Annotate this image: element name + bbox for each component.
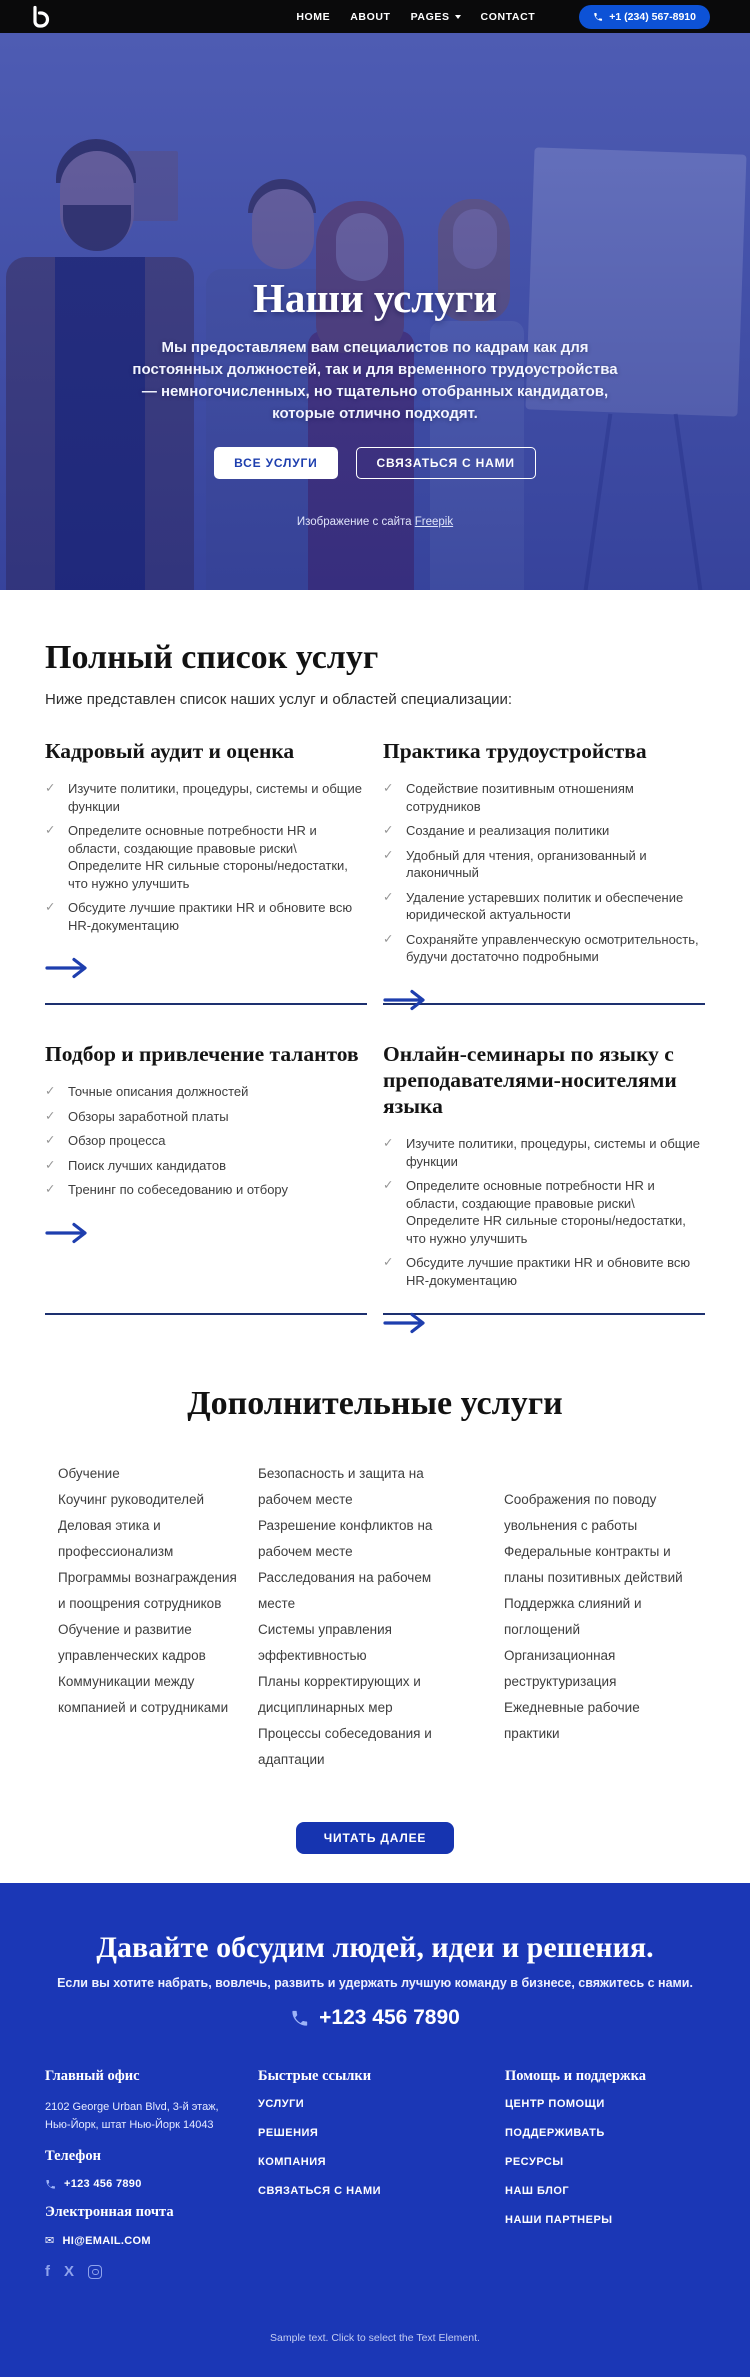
additional-column — [504, 1461, 705, 1773]
office-address-line: 2102 George Urban Blvd, 3-й этаж, — [45, 2101, 219, 2113]
service-item — [383, 822, 705, 840]
service-item-text: Определите основные потребности HR и области, создающие правовые риски\ Определите HR сильные стороны/недостатки, что нужно улучшить — [68, 823, 348, 891]
service-item-text: Поиск лучших кандидатов — [68, 1157, 226, 1173]
check-icon: ✓ — [383, 1178, 394, 1192]
nav-pages-label: PAGES — [410, 10, 450, 23]
service-item — [383, 931, 705, 966]
footer-phone-title: Телефон — [45, 2148, 101, 2164]
service-item-text: Создание и реализация политики — [406, 823, 610, 838]
nav-pages[interactable] — [411, 11, 461, 23]
header-phone-button[interactable] — [579, 5, 710, 29]
hero-description: Мы предоставляем вам специалистов по кадрам как для постоянных должностей, так и для временного трудоустройства — немногочисленных, но тщательно отобранных кандидатов, которые отлично подходят. — [132, 339, 618, 422]
service-card-title: Практика трудоустройства — [383, 739, 647, 763]
card-arrow-link[interactable] — [45, 957, 89, 984]
service-card-title: Подбор и привлечение талантов — [45, 1042, 359, 1066]
cta-title: Давайте обсудим людей, идеи и решения. — [96, 1931, 654, 1964]
additional-item: Обучение — [58, 1466, 120, 1481]
main-nav — [296, 11, 535, 23]
service-list — [45, 780, 367, 934]
hero-buttons — [0, 447, 750, 479]
freepik-link[interactable]: Freepik — [414, 516, 454, 528]
additional-item: Обучение и развитие управленческих кадров — [58, 1622, 206, 1663]
service-item — [45, 1108, 367, 1126]
service-item — [383, 889, 705, 924]
footer-quicklinks-column — [258, 2068, 505, 2247]
service-card-language — [383, 1041, 705, 1315]
service-item — [383, 1177, 705, 1247]
additional-item: Организационная реструктуризация — [504, 1648, 617, 1689]
service-item-text: Обзор процесса — [68, 1133, 166, 1148]
hero-content — [0, 33, 750, 528]
footer-section — [0, 1883, 750, 2377]
footer-link-partners[interactable]: НАШИ ПАРТНЕРЫ — [505, 2214, 613, 2226]
footer-link-help-center[interactable]: ЦЕНТР ПОМОЩИ — [505, 2098, 605, 2110]
service-item-text: Удаление устаревших политик и обеспечение юридической актуальности — [406, 889, 684, 922]
service-item-text: Обзоры заработной платы — [68, 1108, 229, 1124]
hero-section — [0, 33, 750, 590]
instagram-icon[interactable] — [88, 2265, 102, 2279]
service-item-text: Определите основные потребности HR и области, создающие правовые риски\ Определите HR сильные стороны/недостатки, что нужно улучшить — [406, 1178, 686, 1246]
additional-item: Деловая этика и профессионализм — [58, 1518, 174, 1559]
arrow-right-icon — [45, 957, 89, 979]
card-arrow-link[interactable] — [383, 989, 427, 1016]
additional-grid — [45, 1461, 705, 1773]
check-icon: ✓ — [45, 1084, 56, 1098]
image-credit — [0, 516, 750, 528]
additional-item: Коммуникации между компанией и сотрудниками — [58, 1674, 229, 1715]
phone-icon — [593, 12, 603, 22]
footer-link-blog[interactable]: НАШ БЛОГ — [505, 2185, 570, 2197]
services-grid — [45, 738, 705, 1315]
services-section — [0, 590, 750, 1370]
footer-email-link[interactable] — [45, 2234, 258, 2247]
check-icon: ✓ — [45, 1157, 56, 1172]
footer-columns — [0, 2068, 750, 2247]
service-item-text: Точные описания должностей — [68, 1084, 249, 1099]
cta-phone[interactable] — [0, 2006, 750, 2030]
service-list — [383, 1135, 705, 1289]
additional-item: Коучинг руководителей — [58, 1492, 205, 1507]
check-icon: ✓ — [45, 1108, 56, 1123]
card-arrow-link[interactable] — [45, 1222, 89, 1249]
service-item-text: Изучите политики, процедуры, системы и общие функции — [68, 781, 362, 814]
check-icon: ✓ — [383, 781, 394, 795]
service-item-text: Удобный для чтения, организованный и лаконичный — [406, 847, 647, 880]
service-card-employment — [383, 738, 705, 1005]
services-title: Полный список услуг — [45, 639, 379, 676]
card-arrow-link[interactable] — [383, 1312, 427, 1339]
arrow-right-icon — [45, 1222, 89, 1244]
footer-office-title: Главный офис — [45, 2068, 140, 2084]
check-icon: ✓ — [383, 823, 394, 837]
footer-phone-link[interactable] — [45, 2178, 258, 2190]
sample-text[interactable]: Sample text. Click to select the Text Element. — [270, 2332, 480, 2344]
check-icon: ✓ — [45, 1182, 56, 1196]
footer-link-resources[interactable]: РЕСУРСЫ — [505, 2156, 564, 2168]
check-icon: ✓ — [383, 847, 394, 862]
cta-subtitle: Если вы хотите набрать, вовлечь, развить и удержать лучшую команду в бизнесе, свяжитесь с нами. — [57, 1976, 693, 1990]
footer-email-title: Электронная почта — [45, 2204, 174, 2220]
service-item — [383, 1135, 705, 1170]
footer-office-column — [45, 2068, 258, 2247]
read-more-button[interactable]: ЧИТАТЬ ДАЛЕЕ — [296, 1822, 454, 1854]
office-address-line: Нью-Йорк, штат Нью-Йорк 14043 — [45, 2119, 214, 2131]
check-icon: ✓ — [383, 1136, 394, 1150]
services-subtitle: Ниже представлен список наших услуг и областей специализации: — [45, 691, 513, 708]
service-item — [383, 780, 705, 815]
nav-contact[interactable]: CONTACT — [480, 10, 536, 23]
check-icon: ✓ — [383, 889, 394, 904]
footer-support-column — [505, 2068, 705, 2247]
service-item — [383, 847, 705, 882]
service-item-text: Изучите политики, процедуры, системы и общие функции — [406, 1136, 700, 1169]
additional-item: Соображения по поводу увольнения с работы — [504, 1492, 657, 1533]
image-credit-text: Изображение с сайта — [296, 516, 412, 528]
facebook-icon[interactable]: f — [45, 2263, 50, 2280]
service-item-text: Обсудите лучшие практики HR и обновите всю HR-документацию — [68, 900, 353, 933]
additional-item: Разрешение конфликтов на рабочем месте — [258, 1518, 433, 1559]
footer-support-title: Помощь и поддержка — [505, 2068, 646, 2084]
footer-link-solutions[interactable]: РЕШЕНИЯ — [258, 2127, 319, 2139]
logo[interactable] — [28, 5, 52, 29]
nav-home[interactable]: HOME — [296, 10, 331, 23]
service-card-audit — [45, 738, 367, 1005]
footer-quicklinks-title: Быстрые ссылки — [258, 2068, 372, 2084]
additional-item: Программы вознаграждения и поощрения сотрудников — [58, 1570, 237, 1611]
additional-item: Планы корректирующих и дисциплинарных мер — [258, 1674, 421, 1715]
service-item — [45, 899, 367, 934]
additional-item: Расследования на рабочем месте — [258, 1570, 432, 1611]
check-icon: ✓ — [383, 931, 394, 946]
check-icon: ✓ — [45, 1133, 56, 1147]
service-item-text: Содействие позитивным отношениям сотрудников — [406, 781, 634, 814]
service-item — [45, 1083, 367, 1101]
service-item — [45, 1132, 367, 1150]
contact-us-button[interactable]: СВЯЗАТЬСЯ С НАМИ — [356, 447, 536, 479]
phone-icon — [45, 2179, 56, 2190]
social-links — [0, 2263, 750, 2280]
service-item — [45, 1157, 367, 1175]
check-icon: ✓ — [45, 823, 56, 837]
service-list — [383, 780, 705, 966]
service-item — [45, 780, 367, 815]
service-card-title: Кадровый аудит и оценка — [45, 739, 295, 763]
service-item — [45, 1181, 367, 1199]
service-item-text: Тренинг по собеседованию и отбору — [68, 1182, 289, 1197]
service-item-text: Сохраняйте управленческую осмотрительность, будучи достаточно подробными — [406, 931, 699, 964]
footer-phone-number: +123 456 7890 — [64, 2178, 142, 2190]
x-twitter-icon[interactable]: X — [64, 2263, 75, 2280]
header-phone-number: +1 (234) 567-8910 — [609, 10, 696, 23]
all-services-button[interactable]: ВСЕ УСЛУГИ — [214, 447, 337, 479]
footer-email-address: HI@EMAIL.COM — [62, 2234, 151, 2247]
chevron-down-icon — [455, 15, 461, 19]
additional-services-section — [0, 1370, 750, 1883]
service-card-title: Онлайн-семинары по языку с преподавателями-носителями языка — [383, 1042, 677, 1118]
additional-column — [45, 1461, 258, 1773]
service-card-talent — [45, 1041, 367, 1315]
service-item — [45, 822, 367, 892]
check-icon: ✓ — [45, 781, 56, 795]
logo-icon — [28, 5, 52, 29]
arrow-right-icon — [383, 989, 427, 1011]
additional-item: Поддержка слияний и поглощений — [504, 1596, 642, 1637]
nav-about[interactable]: ABOUT — [350, 10, 391, 23]
phone-icon — [290, 2009, 309, 2028]
service-item — [383, 1254, 705, 1289]
check-icon: ✓ — [383, 1255, 394, 1269]
additional-item: Системы управления эффективностью — [258, 1622, 392, 1663]
additional-item: Процессы собеседования и адаптации — [258, 1726, 432, 1767]
footer-link-services[interactable]: УСЛУГИ — [258, 2098, 305, 2110]
additional-item: Федеральные контракты и планы позитивных действий — [504, 1544, 683, 1585]
cta-phone-number: +123 456 7890 — [319, 2006, 460, 2029]
additional-item: Безопасность и защита на рабочем месте — [258, 1466, 424, 1507]
site-header — [0, 0, 750, 33]
additional-title: Дополнительные услуги — [187, 1385, 563, 1422]
service-list — [45, 1083, 367, 1199]
envelope-icon: ✉ — [45, 2235, 55, 2247]
additional-column — [258, 1461, 504, 1773]
footer-link-contact[interactable]: СВЯЗАТЬСЯ С НАМИ — [258, 2185, 382, 2197]
service-item-text: Обсудите лучшие практики HR и обновите всю HR-документацию — [406, 1255, 691, 1288]
arrow-right-icon — [383, 1312, 427, 1334]
additional-item: Ежедневные рабочие практики — [504, 1700, 640, 1741]
footer-link-support[interactable]: ПОДДЕРЖИВАТЬ — [505, 2127, 605, 2139]
check-icon: ✓ — [45, 900, 56, 914]
hero-title: Наши услуги — [252, 275, 498, 321]
footer-link-company[interactable]: КОМПАНИЯ — [258, 2156, 327, 2168]
